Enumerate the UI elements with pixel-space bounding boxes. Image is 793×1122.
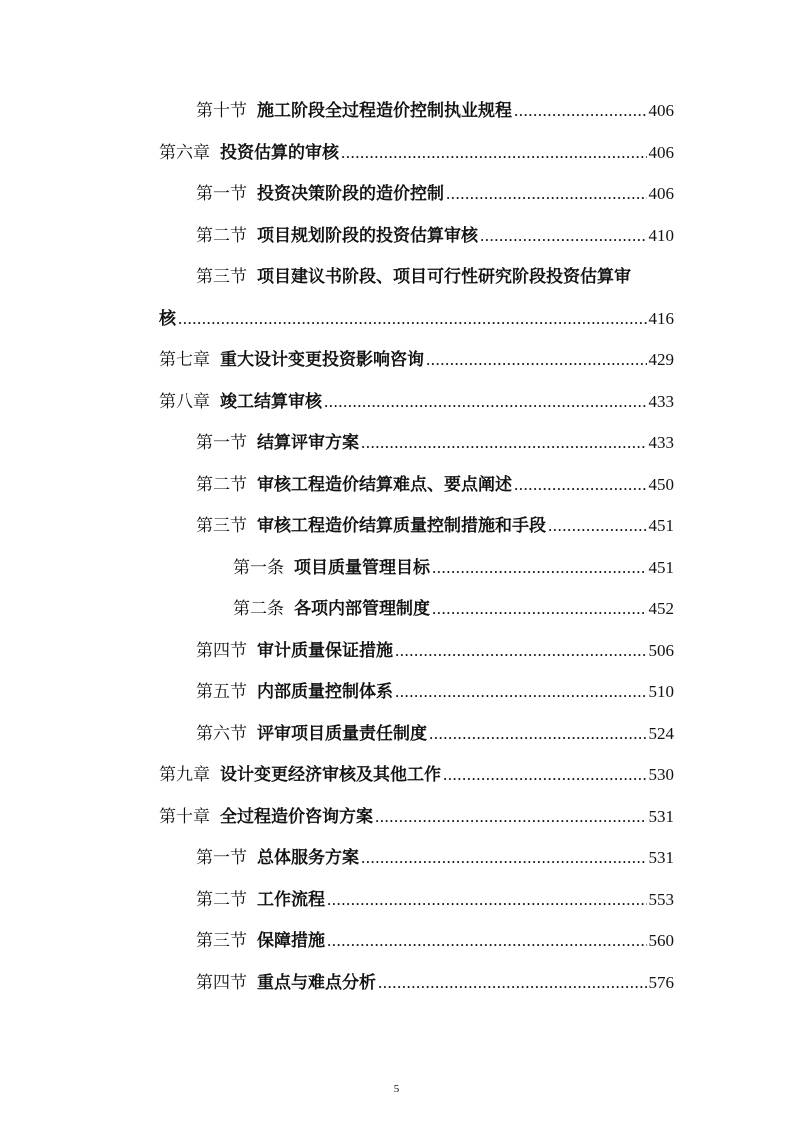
toc-entry-title: 项目质量管理目标 <box>294 557 430 578</box>
table-of-contents <box>0 90 793 1003</box>
dot-leader <box>327 887 647 913</box>
toc-entry-wrapped[interactable] <box>0 256 793 298</box>
toc-entry-number: 第四节 <box>196 640 247 661</box>
toc-entry[interactable] <box>0 837 793 879</box>
toc-entry[interactable] <box>0 505 793 547</box>
dot-leader <box>361 430 647 456</box>
toc-entry-number: 第一节 <box>196 184 247 204</box>
dot-leader <box>432 596 647 622</box>
toc-entry-title-continued: 核 <box>159 308 176 329</box>
dot-leader <box>446 181 647 207</box>
toc-entry-title: 审核工程造价结算难点、要点阐述 <box>257 474 512 495</box>
dot-leader <box>395 638 647 664</box>
toc-entry-number: 第十章 <box>159 806 210 827</box>
toc-entry[interactable] <box>0 671 793 713</box>
toc-entry-page: 530 <box>648 765 674 784</box>
dot-leader <box>429 721 647 747</box>
toc-entry[interactable] <box>0 339 793 381</box>
toc-entry[interactable] <box>0 132 793 174</box>
toc-entry-number: 第五节 <box>196 682 247 702</box>
dot-leader <box>395 679 647 705</box>
toc-entry-page: 450 <box>648 474 674 494</box>
toc-entry-title: 设计变更经济审核及其他工作 <box>220 765 441 785</box>
toc-entry-title: 审计质量保证措施 <box>257 640 393 661</box>
toc-entry[interactable] <box>0 962 793 1004</box>
toc-entry-page: 429 <box>648 350 674 369</box>
toc-entry-number: 第二节 <box>196 474 247 495</box>
dot-leader <box>432 555 647 581</box>
toc-entry-page: 452 <box>648 599 674 618</box>
toc-entry-number: 第一条 <box>233 557 284 578</box>
toc-entry[interactable] <box>0 381 793 423</box>
toc-entry[interactable] <box>0 630 793 672</box>
toc-entry-page: 433 <box>648 433 674 452</box>
toc-entry-page: 406 <box>648 101 674 120</box>
toc-entry-title: 结算评审方案 <box>257 433 359 453</box>
toc-entry-title: 全过程造价咨询方案 <box>220 806 373 827</box>
toc-entry[interactable] <box>0 796 793 838</box>
toc-entry-page: 410 <box>648 225 674 245</box>
toc-entry-number: 第二节 <box>196 889 247 910</box>
toc-entry-number: 第一节 <box>196 433 247 453</box>
toc-entry-page: 531 <box>648 806 674 826</box>
toc-entry-number: 第九章 <box>159 765 210 785</box>
dot-leader <box>548 513 647 539</box>
toc-entry-number: 第四节 <box>196 972 247 993</box>
toc-entry-page: 451 <box>648 557 674 577</box>
toc-entry-page: 451 <box>648 516 674 535</box>
toc-entry[interactable] <box>0 588 793 630</box>
toc-entry-title: 投资决策阶段的造价控制 <box>257 184 444 204</box>
toc-entry-page: 506 <box>648 640 674 660</box>
toc-entry-number: 第三节 <box>196 516 247 536</box>
toc-entry[interactable] <box>0 754 793 796</box>
toc-entry-title: 工作流程 <box>257 889 325 910</box>
toc-entry-number: 第七章 <box>159 350 210 370</box>
toc-entry-number: 第三节 <box>196 267 247 287</box>
toc-entry-title: 内部质量控制体系 <box>257 682 393 702</box>
toc-entry-page: 406 <box>648 142 674 162</box>
toc-entry-number: 第二条 <box>233 599 284 619</box>
toc-entry[interactable] <box>0 547 793 589</box>
toc-entry-number: 第一节 <box>196 848 247 868</box>
toc-entry-continuation[interactable] <box>0 298 793 340</box>
dot-leader <box>324 389 647 415</box>
dot-leader <box>443 762 647 788</box>
dot-leader <box>378 970 647 996</box>
toc-entry[interactable] <box>0 215 793 257</box>
toc-entry-title: 审核工程造价结算质量控制措施和手段 <box>257 516 546 536</box>
toc-entry-page: 406 <box>648 184 674 203</box>
toc-entry-title: 竣工结算审核 <box>220 391 322 412</box>
dot-leader <box>480 223 647 249</box>
toc-entry-page: 553 <box>648 889 674 909</box>
toc-entry-title: 项目建议书阶段、项目可行性研究阶段投资估算审 <box>257 267 631 287</box>
dot-leader <box>327 928 647 954</box>
dot-leader <box>514 472 647 498</box>
toc-entry-number: 第十节 <box>196 101 247 121</box>
toc-entry-title: 总体服务方案 <box>257 848 359 868</box>
toc-entry-number: 第三节 <box>196 931 247 951</box>
toc-entry[interactable] <box>0 920 793 962</box>
dot-leader <box>375 804 647 830</box>
dot-leader <box>361 845 647 871</box>
toc-entry-title: 评审项目质量责任制度 <box>257 723 427 744</box>
toc-entry[interactable] <box>0 422 793 464</box>
toc-entry-page: 433 <box>648 391 674 411</box>
toc-entry-title: 各项内部管理制度 <box>294 599 430 619</box>
dot-leader <box>178 306 647 332</box>
toc-entry-page: 416 <box>648 308 674 328</box>
toc-entry-page: 531 <box>648 848 674 867</box>
toc-entry-title: 重大设计变更投资影响咨询 <box>220 350 424 370</box>
toc-entry-number: 第二节 <box>196 225 247 246</box>
toc-entry-title: 保障措施 <box>257 931 325 951</box>
toc-entry[interactable] <box>0 713 793 755</box>
toc-entry[interactable] <box>0 90 793 132</box>
toc-entry[interactable] <box>0 173 793 215</box>
toc-entry-page: 576 <box>648 972 674 992</box>
toc-entry-page: 560 <box>648 931 674 950</box>
toc-entry-number: 第六节 <box>196 723 247 744</box>
toc-entry-title: 施工阶段全过程造价控制执业规程 <box>257 101 512 121</box>
toc-entry-title: 重点与难点分析 <box>257 972 376 993</box>
toc-entry[interactable] <box>0 464 793 506</box>
page-footer-number: 5 <box>393 1083 400 1095</box>
toc-entry-number: 第六章 <box>159 142 210 163</box>
toc-entry-number: 第八章 <box>159 391 210 412</box>
toc-entry-title: 项目规划阶段的投资估算审核 <box>257 225 478 246</box>
toc-entry[interactable] <box>0 879 793 921</box>
dot-leader <box>514 98 647 124</box>
toc-entry-page: 510 <box>648 682 674 701</box>
toc-entry-title: 投资估算的审核 <box>220 142 339 163</box>
dot-leader <box>426 347 647 373</box>
toc-entry-page: 524 <box>648 723 674 743</box>
dot-leader <box>341 140 647 166</box>
